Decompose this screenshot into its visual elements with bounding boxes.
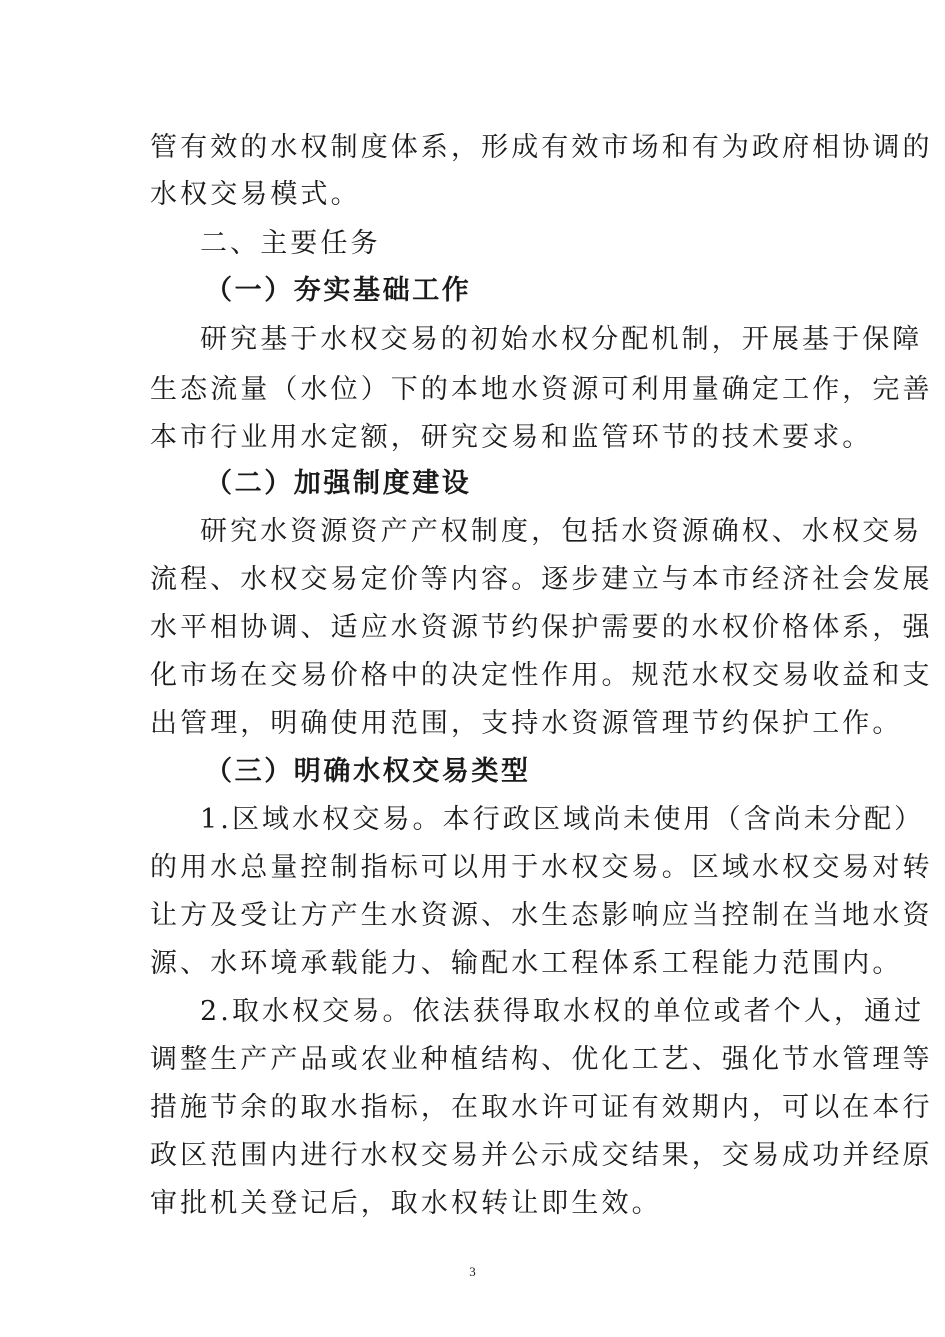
page-number: 3 [469, 1264, 476, 1279]
body-text-line: 2.取水权交易。依法获得取水权的单位或者个人，通过 [200, 996, 925, 1027]
body-text-line: 1.区域水权交易。本行政区域尚未使用（含尚未分配） [200, 804, 925, 835]
body-text-line: 出管理，明确使用范围，支持水资源管理节约保护工作。 [150, 708, 903, 739]
section-heading: 二、主要任务 [200, 228, 381, 259]
body-text-line: 水平相协调、适应水资源节约保护需要的水权价格体系，强 [150, 612, 933, 643]
body-text-line: 政区范围内进行水权交易并公示成交结果，交易成功并经原 [150, 1140, 933, 1171]
body-text-line: 本市行业用水定额，研究交易和监管环节的技术要求。 [150, 422, 873, 453]
subsection-heading: （三）明确水权交易类型 [205, 756, 531, 787]
body-text-line: 生态流量（水位）下的本地水资源可利用量确定工作，完善 [150, 374, 933, 405]
body-text-line: 让方及受让方产生水资源、水生态影响应当控制在当地水资 [150, 900, 933, 931]
body-text-line: 化市场在交易价格中的决定性作用。规范水权交易收益和支 [150, 660, 933, 691]
body-text-line: 研究水资源资产产权制度，包括水资源确权、水权交易 [200, 516, 923, 547]
body-text-line: 研究基于水权交易的初始水权分配机制，开展基于保障 [200, 324, 923, 355]
body-text-line: 流程、水权交易定价等内容。逐步建立与本市经济社会发展 [150, 564, 933, 595]
body-text-line: 措施节余的取水指标，在取水许可证有效期内，可以在本行 [150, 1092, 933, 1123]
subsection-heading: （二）加强制度建设 [205, 468, 472, 499]
body-text-line: 源、水环境承载能力、输配水工程体系工程能力范围内。 [150, 948, 903, 979]
body-text-line: 审批机关登记后，取水权转让即生效。 [150, 1188, 662, 1219]
body-text-line: 水权交易模式。 [150, 179, 361, 210]
body-text-line: 的用水总量控制指标可以用于水权交易。区域水权交易对转 [150, 852, 933, 883]
body-text-line: 调整生产产品或农业种植结构、优化工艺、强化节水管理等 [150, 1044, 933, 1075]
body-text-line: 管有效的水权制度体系，形成有效市场和有为政府相协调的 [150, 132, 933, 163]
subsection-heading: （一）夯实基础工作 [205, 275, 472, 306]
